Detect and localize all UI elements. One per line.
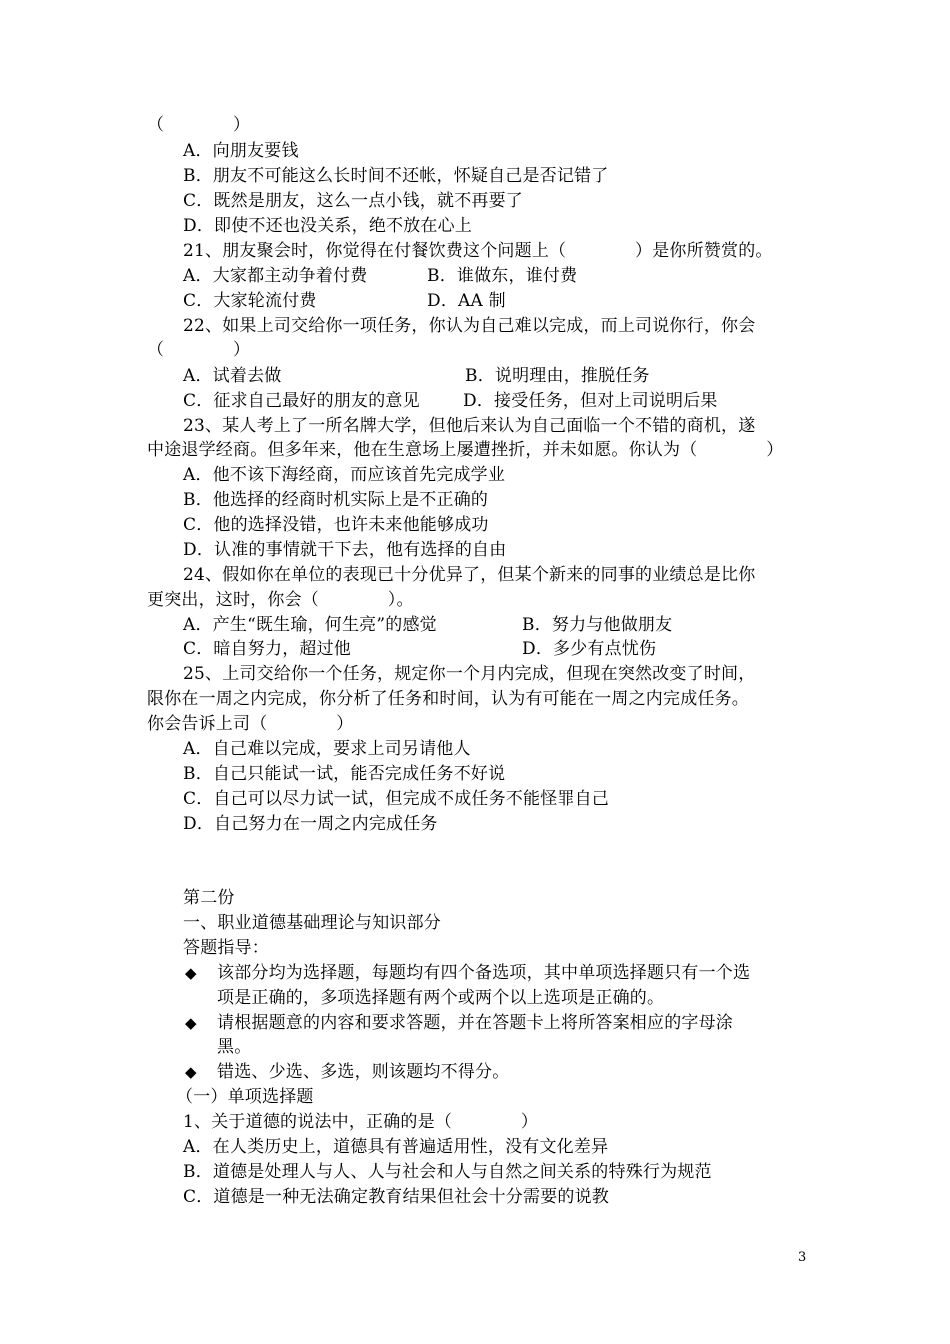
q22-option-d: D．接受任务，但对上司说明后果 <box>463 391 718 411</box>
q23-option-b: B．他选择的经商时机实际上是不正确的 <box>183 490 489 510</box>
guide-bullet3: 错选、少选、多选，则该题均不得分。 <box>217 1062 510 1082</box>
q21-option-c: C．大家轮流付费 <box>183 291 317 311</box>
q22-option-b: B．说明理由，推脱任务 <box>465 366 650 386</box>
q20-option-a: A．向朋友要钱 <box>183 141 299 161</box>
q20-option-d: D．即使不还也没关系，绝不放在心上 <box>183 216 473 236</box>
q25-option-b: B．自己只能试一试，能否完成任务不好说 <box>183 764 506 784</box>
q25-stem-line1: 25、上司交给你一个任务，规定你一个月内完成，但现在突然改变了时间， <box>183 664 756 684</box>
q20-answer-paren: （ ） <box>147 115 251 135</box>
q22-option-a: A．试着去做 <box>183 366 282 386</box>
q23-option-a: A．他不该下海经商，而应该首先完成学业 <box>183 465 506 485</box>
q24-stem-line1: 24、假如你在单位的表现已十分优异了，但某个新来的同事的业绩总是比你 <box>183 565 756 585</box>
bullet-diamond-icon: ◆ <box>185 1063 197 1081</box>
q23-stem-line2: 中途退学经商。但多年来，他在生意场上屡遭挫折，并未如愿。你认为（ ） <box>147 440 784 460</box>
q25-option-d: D．自己努力在一周之内完成任务 <box>183 814 438 834</box>
p2-q1-option-a: A．在人类历史上，道德具有普遍适用性，没有文化差异 <box>183 1137 609 1157</box>
q23-option-d: D．认准的事情就干下去，他有选择的自由 <box>183 540 507 560</box>
bullet-diamond-icon: ◆ <box>185 964 197 982</box>
p2-q1-option-c: C．道德是一种无法确定教育结果但社会十分需要的说教 <box>183 1187 610 1207</box>
q23-stem-line1: 23、某人考上了一所名牌大学，但他后来认为自己面临一个不错的商机，遂 <box>183 416 756 436</box>
single-choice-heading: （一）单项选择题 <box>176 1087 314 1107</box>
guide-bullet1-line1: 该部分均为选择题，每题均有四个备选项，其中单项选择题只有一个选 <box>217 963 751 983</box>
q24-option-d: D．多少有点忧伤 <box>522 639 657 659</box>
q21-option-a: A．大家都主动争着付费 <box>183 266 368 286</box>
q20-option-c: C．既然是朋友，这么一点小钱，就不再要了 <box>183 191 524 211</box>
guide-title: 答题指导： <box>183 938 269 958</box>
q24-option-a: A．产生“既生瑜，何生亮”的感觉 <box>183 615 437 635</box>
q23-option-c: C．他的选择没错，也许未来他能够成功 <box>183 515 489 535</box>
page-number: 3 <box>798 1250 807 1265</box>
q21-stem: 21、朋友聚会时，你觉得在付餐饮费这个问题上（ ）是你所赞赏的。 <box>183 241 773 261</box>
q25-option-c: C．自己可以尽力试一试，但完成不成任务不能怪罪自己 <box>183 789 610 809</box>
q25-option-a: A．自己难以完成，要求上司另请他人 <box>183 739 471 759</box>
q24-option-b: B．努力与他做朋友 <box>522 615 673 635</box>
guide-bullet2-line2: 黑。 <box>217 1037 252 1057</box>
q24-option-c: C．暗自努力，超过他 <box>183 639 352 659</box>
part2-section-heading: 一、职业道德基础理论与知识部分 <box>183 913 441 933</box>
q21-option-b: B．谁做东，谁付费 <box>427 266 578 286</box>
p2-q1-stem: 1、关于道德的说法中，正确的是（ ） <box>183 1112 539 1132</box>
guide-bullet1-line2: 项是正确的，多项选择题有两个或两个以上选项是正确的。 <box>217 988 665 1008</box>
q21-option-d: D．AA 制 <box>427 291 506 311</box>
bullet-diamond-icon: ◆ <box>185 1014 197 1032</box>
q25-stem-line2: 限你在一周之内完成，你分析了任务和时间，认为有可能在一周之内完成任务。 <box>147 689 749 709</box>
part2-title: 第二份 <box>183 888 235 908</box>
q22-stem-line2: （ ） <box>147 340 251 360</box>
guide-bullet2-line1: 请根据题意的内容和要求答题，并在答题卡上将所答案相应的字母涂 <box>217 1013 733 1033</box>
p2-q1-option-b: B．道德是处理人与人、人与社会和人与自然之间关系的特殊行为规范 <box>183 1162 712 1182</box>
q22-option-c: C．征求自己最好的朋友的意见 <box>183 391 420 411</box>
q20-option-b: B．朋友不可能这么长时间不还帐，怀疑自己是否记错了 <box>183 166 609 186</box>
q24-stem-line2: 更突出，这时，你会（ ）。 <box>147 590 414 610</box>
q25-stem-line3: 你会告诉上司（ ） <box>147 714 354 734</box>
q22-stem-line1: 22、如果上司交给你一项任务，你认为自己难以完成，而上司说你行，你会 <box>183 316 756 336</box>
